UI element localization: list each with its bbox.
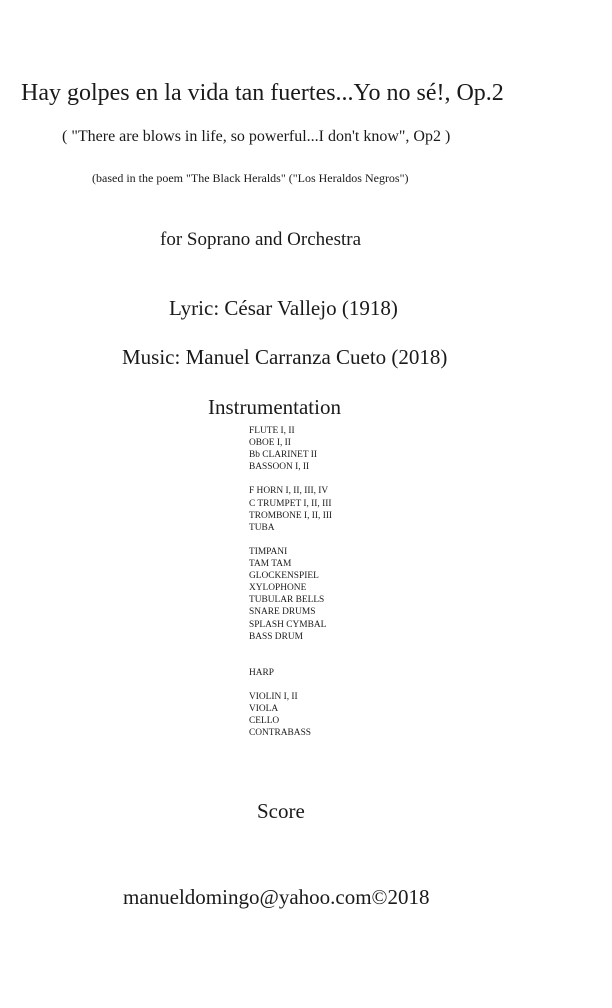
instrumentation-heading: Instrumentation <box>208 395 341 419</box>
instrument-item: TUBULAR BELLS <box>249 595 325 606</box>
instrument-item: VIOLA <box>249 704 279 715</box>
scoring-line: for Soprano and Orchestra <box>160 229 362 250</box>
instrument-item: TROMBONE I, II, III <box>249 510 333 521</box>
group-spacer <box>249 679 332 691</box>
instrument-item: CELLO <box>249 716 280 727</box>
instrument-item: BASSOON I, II <box>249 462 310 473</box>
instrument-item: SPLASH CYMBAL <box>249 619 327 630</box>
instrument-item: TUBA <box>249 522 275 533</box>
group-spacer <box>249 534 332 546</box>
instrument-item: VIOLIN I, II <box>249 692 298 703</box>
contact-copyright: manueldomingo@yahoo.com©2018 <box>123 885 430 909</box>
instrument-item: OBOE I, II <box>249 438 291 449</box>
lyricist-credit: Lyric: César Vallejo (1918) <box>169 296 398 320</box>
instrument-item: HARP <box>249 667 275 678</box>
instrument-item: Bb CLARINET II <box>249 450 318 461</box>
instrument-item: GLOCKENSPIEL <box>249 571 319 582</box>
instrument-item: FLUTE I, II <box>249 426 295 436</box>
instrument-item: SNARE DRUMS <box>249 607 316 618</box>
work-subtitle: ( "There are blows in life, so powerful...I don't know", Op2 ) <box>62 128 451 145</box>
work-title: Hay golpes en la vida tan fuertes...Yo no sé!, Op.2 <box>21 80 504 106</box>
instrument-list <box>249 425 332 739</box>
composer-credit: Music: Manuel Carranza Cueto (2018) <box>122 345 448 369</box>
instrument-item: BASS DRUM <box>249 631 303 642</box>
instrument-item: TIMPANI <box>249 546 288 557</box>
instrument-item: F HORN I, II, III, IV <box>249 486 329 497</box>
score-label: Score <box>257 799 305 823</box>
group-spacer <box>249 473 332 485</box>
group-spacer <box>249 643 332 667</box>
poem-basis-note: (based in the poem "The Black Heralds" ("Los Heraldos Negros") <box>92 171 409 185</box>
instrument-item: CONTRABASS <box>249 728 311 739</box>
instrument-item: C TRUMPET I, II, III <box>249 498 332 509</box>
instrument-item: XYLOPHONE <box>249 583 307 594</box>
instrument-item: TAM TAM <box>249 559 292 570</box>
